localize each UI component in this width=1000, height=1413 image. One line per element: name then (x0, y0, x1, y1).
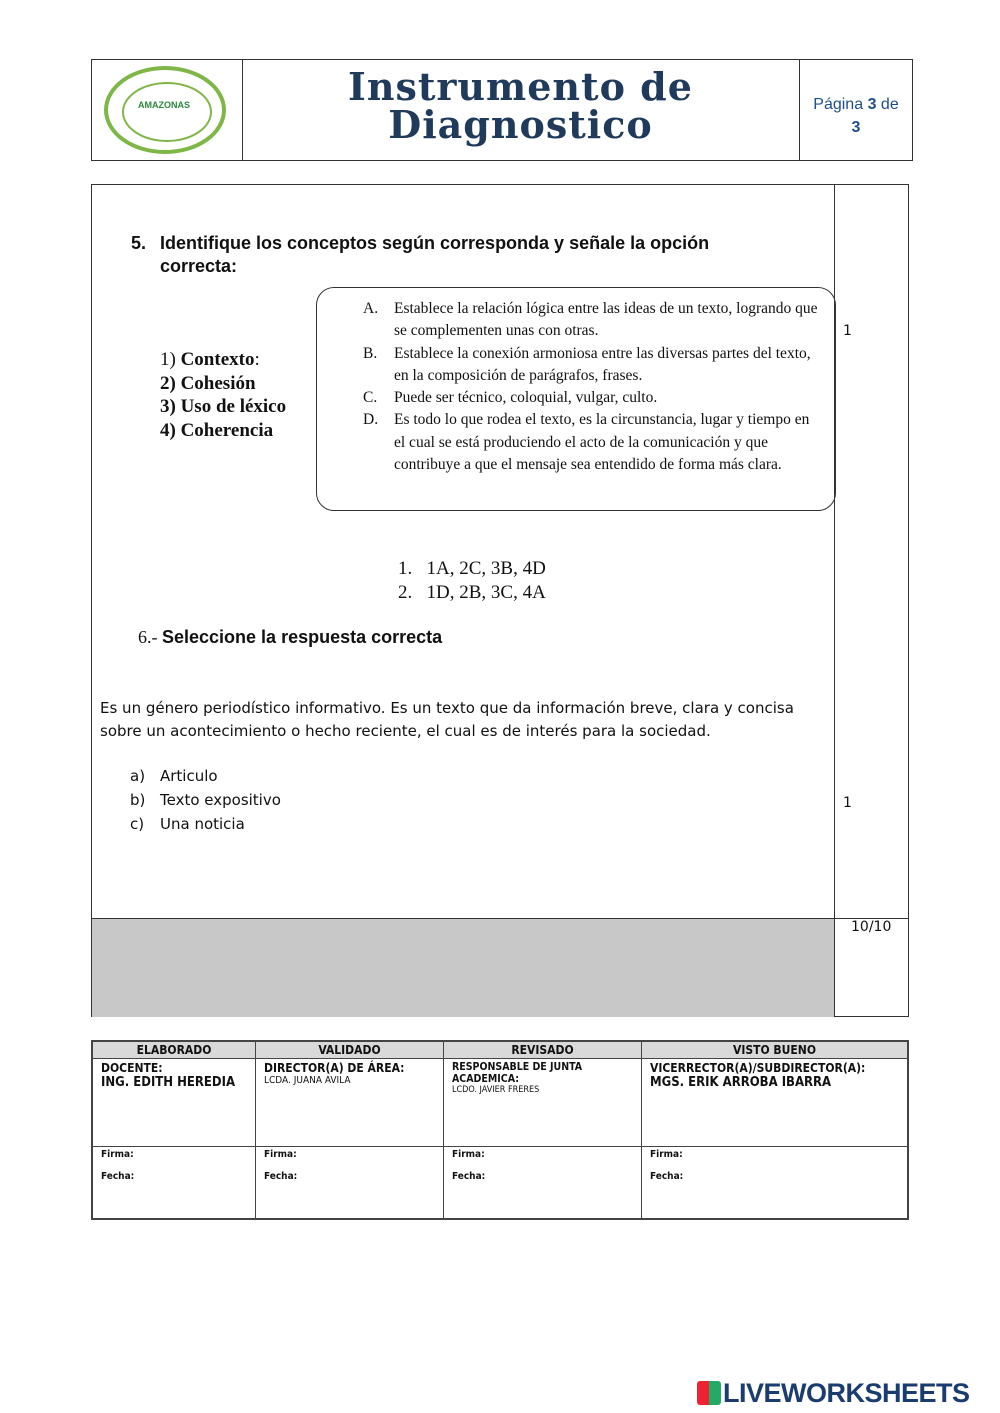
definition-letter: D. (363, 411, 379, 429)
liveworksheets-watermark (697, 1378, 970, 1409)
question-6 (138, 627, 442, 648)
q6-paragraph: Es un género periodístico informativo. Es un texto que da información breve, clara y concisa sobre un acontecimiento o hecho reciente, el cual es de interés para la sociedad. (100, 699, 794, 740)
q5-points: 1 (843, 323, 852, 339)
definition-item (363, 387, 823, 409)
definition-text: Establece la relación lógica entre las ideas de un texto, logrando que se complementen unas con otras. (394, 300, 818, 340)
option-text: Texto expositivo (160, 791, 281, 809)
page-of: de (880, 96, 899, 113)
q5-text: Identifique los conceptos según corresponda y señale la opción correcta: (160, 233, 710, 276)
liveworksheets-logo-icon (697, 1381, 721, 1405)
term-num: 1) (160, 349, 176, 370)
term-item (160, 395, 286, 419)
answer-option[interactable] (130, 812, 281, 836)
sig-header: ELABORADO (92, 1041, 256, 1059)
sig-name: MGS. ERIK ARROBA IBARRA (650, 1075, 832, 1090)
answer-option[interactable] (398, 581, 546, 605)
logo-cell (92, 60, 243, 160)
sig-role: VICERRECTOR(A)/SUBDIRECTOR(A): (650, 1061, 866, 1075)
school-logo: AMAZONAS (104, 66, 226, 154)
concept-list (160, 348, 286, 442)
option-letter: a) (130, 767, 146, 785)
definition-letter: B. (363, 344, 378, 362)
question-5 (131, 232, 791, 278)
title-line-2: Diagnostico (388, 102, 653, 147)
option-letter: b) (130, 791, 146, 809)
watermark-text: LIVEWORKSHEETS (723, 1378, 970, 1408)
fecha-label: Fecha: (452, 1171, 486, 1182)
answer-options-q6 (130, 764, 281, 836)
sig-cell (256, 1059, 444, 1147)
q6-number: 6.- (138, 627, 158, 647)
term-text: Contexto (180, 349, 255, 370)
sig-header: VISTO BUENO (642, 1041, 909, 1059)
sig-role: RESPONSABLE DE JUNTA ACADEMICA: (452, 1061, 583, 1085)
answer-option[interactable] (130, 788, 281, 812)
sig-cell (92, 1059, 256, 1147)
signatures-table (91, 1040, 909, 1220)
sig-fields[interactable] (256, 1147, 444, 1219)
definition-text: Puede ser técnico, coloquial, vulgar, culto. (394, 389, 658, 407)
sig-header: REVISADO (444, 1041, 642, 1059)
term-item (160, 372, 286, 396)
q6-points: 1 (843, 795, 852, 811)
term-text: Cohesión (180, 372, 256, 394)
term-num: 3) (160, 396, 176, 417)
term-text: Uso de léxico (180, 396, 287, 417)
definitions-list (363, 298, 823, 476)
footer-grey-band (92, 918, 834, 1017)
sig-header: VALIDADO (256, 1041, 444, 1059)
answer-text: 1A, 2C, 3B, 4D (426, 558, 546, 579)
answer-num: 2. (398, 581, 413, 603)
firma-label: Firma: (650, 1149, 683, 1160)
sig-fields[interactable] (444, 1147, 642, 1219)
fecha-label: Fecha: (264, 1171, 298, 1182)
answer-num: 1. (398, 558, 413, 579)
sig-name: LCDA. JUANA AVILA (264, 1075, 351, 1086)
sig-role: DIRECTOR(A) DE ÁREA: (264, 1061, 405, 1075)
fecha-label: Fecha: (101, 1171, 135, 1182)
term-colon: : (254, 349, 260, 370)
page-num: 3 (867, 96, 877, 113)
sig-fields[interactable] (92, 1147, 256, 1219)
term-text: Coherencia (180, 419, 274, 441)
firma-label: Firma: (101, 1149, 134, 1160)
sig-cell (642, 1059, 909, 1147)
sig-name: ING. EDITH HEREDIA (101, 1075, 236, 1090)
title-line-1: Instrumento de (348, 64, 693, 109)
sig-fields[interactable] (642, 1147, 909, 1219)
definition-letter: A. (363, 300, 379, 317)
answer-options-q5 (398, 557, 546, 604)
header-table (91, 59, 913, 161)
q6-text: Seleccione la respuesta correcta (162, 627, 443, 647)
sig-name: LCDO. JAVIER FRERES (452, 1085, 540, 1095)
definition-item (363, 409, 823, 476)
total-score: 10/10 (851, 919, 892, 935)
document-title (242, 60, 800, 160)
firma-label: Firma: (264, 1149, 297, 1160)
option-text: Una noticia (160, 815, 245, 833)
sig-cell (444, 1059, 642, 1147)
answer-option[interactable] (130, 764, 281, 788)
sig-role: DOCENTE: (101, 1061, 163, 1075)
answer-option[interactable] (398, 557, 546, 581)
answer-text: 1D, 2B, 3C, 4A (426, 581, 546, 603)
fecha-label: Fecha: (650, 1171, 684, 1182)
page-prefix: Página (813, 96, 864, 113)
option-letter: c) (130, 815, 145, 833)
definition-text: Es todo lo que rodea el texto, es la circunstancia, lugar y tiempo en el cual se está produciendo el acto de la comunicación y que contribuye a que el mensaje sea entendido de forma más clara. (394, 411, 810, 474)
term-num: 2) (160, 372, 176, 394)
firma-label: Firma: (452, 1149, 485, 1160)
q5-number: 5. (131, 233, 147, 253)
term-item (160, 419, 286, 443)
term-item (160, 348, 286, 372)
page-total: 3 (851, 119, 861, 136)
option-text: Articulo (160, 767, 218, 785)
page-number (800, 60, 912, 160)
definition-item (363, 298, 823, 343)
term-num: 4) (160, 419, 176, 441)
definition-letter: C. (363, 389, 378, 407)
definition-text: Establece la conexión armoniosa entre las diversas partes del texto, en la composición de parágrafos, frases. (394, 344, 811, 384)
definition-item (363, 343, 823, 388)
